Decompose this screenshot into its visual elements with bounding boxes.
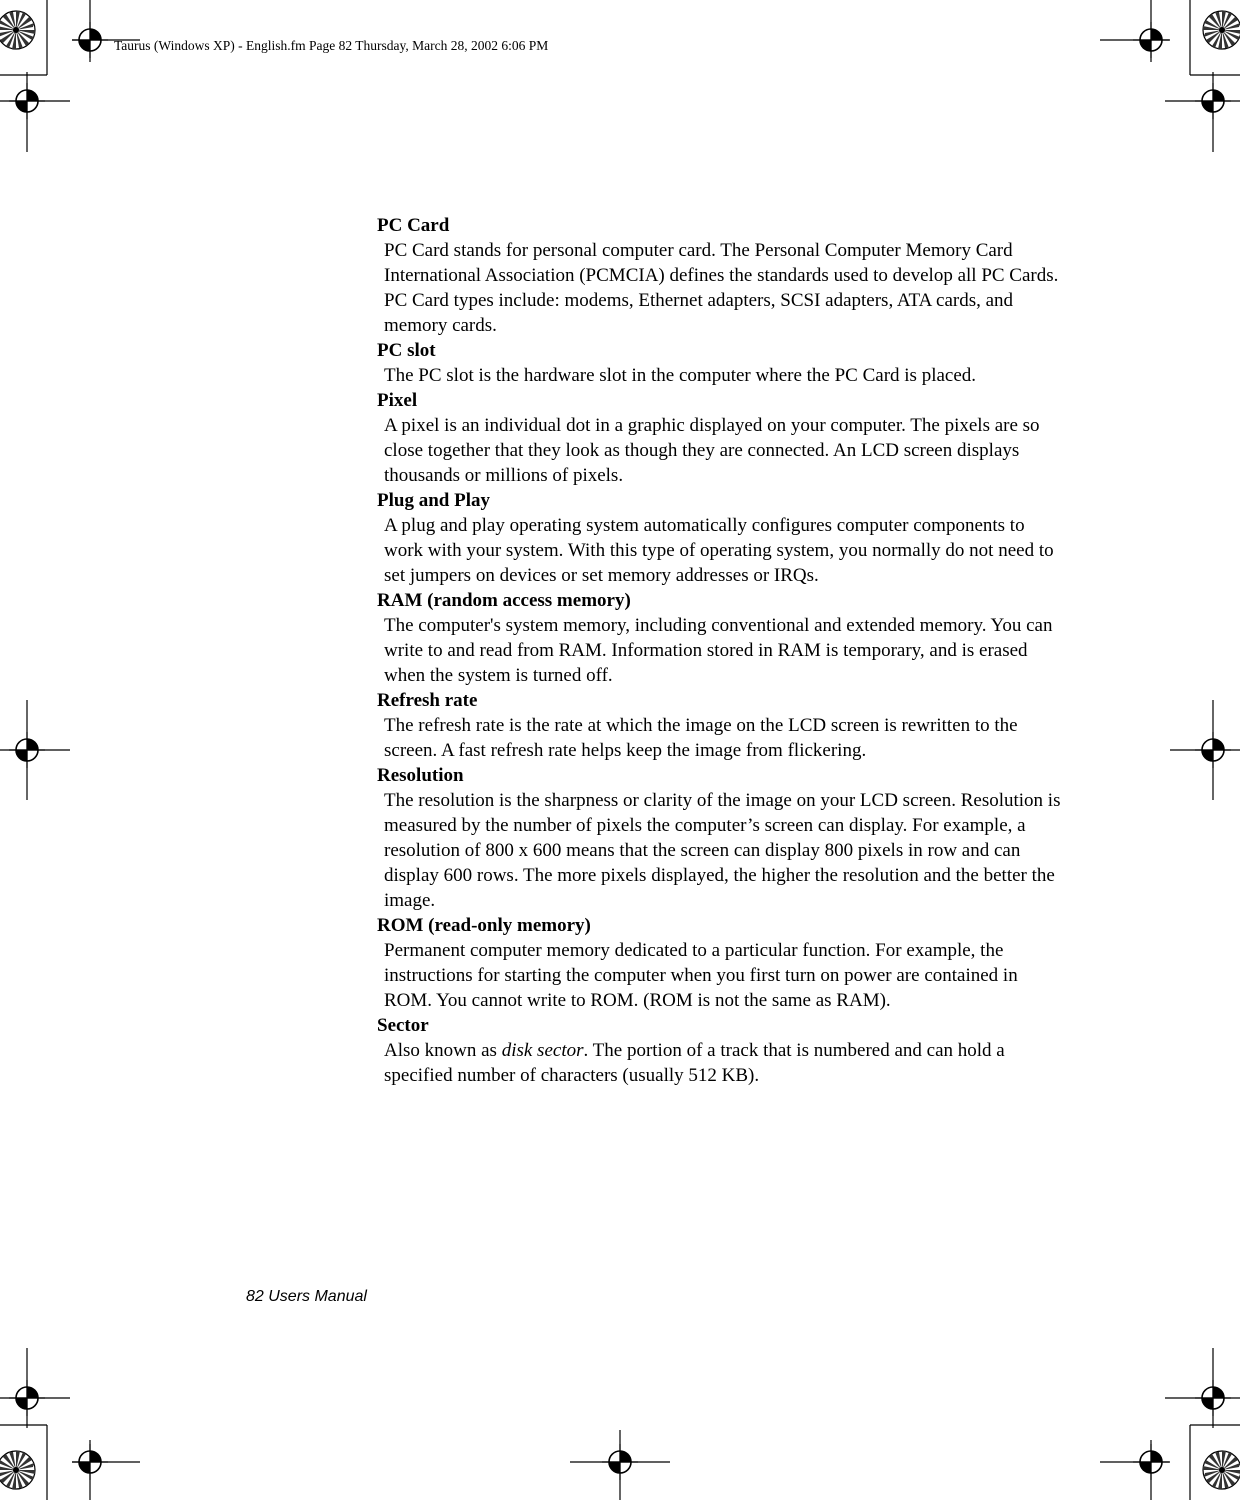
page-footer: 82 Users Manual bbox=[246, 1288, 367, 1305]
registration-mark-icon bbox=[9, 1380, 45, 1416]
glossary-term: PC Card bbox=[377, 215, 450, 236]
glossary-entry-rom bbox=[377, 913, 1067, 1013]
glossary-definition: The resolution is the sharpness or clarity of the image on your LCD screen. Resolution is measured by the number of pixels the computer’s screen can display. For example, a resolution of 800 x 600 means that the screen can display 800 pixels in row and can display 600 rows. The more pixels displayed, the higher the resolution and the better the image. bbox=[384, 790, 1061, 911]
star-target-icon bbox=[0, 1451, 35, 1489]
registration-mark-icon bbox=[72, 22, 108, 58]
glossary-definition: A pixel is an individual dot in a graphic displayed on your computer. The pixels are so close together that they look as though they are connected. An LCD screen displays thousands or millions of pixels. bbox=[384, 415, 1040, 486]
registration-mark-icon bbox=[72, 1444, 108, 1480]
glossary-entry-ram bbox=[377, 588, 1067, 688]
glossary-entry-pc-slot bbox=[377, 338, 1067, 388]
glossary-definition: PC Card stands for personal computer card. The Personal Computer Memory Card International Association (PCMCIA) defines the standards used to develop all PC Cards. PC Card types include: modems, Ethernet adapters, SCSI adapters, ATA cards, and memory cards. bbox=[384, 240, 1059, 336]
registration-mark-icon bbox=[1195, 83, 1231, 119]
registration-mark-icon bbox=[9, 83, 45, 119]
glossary bbox=[377, 213, 1067, 1088]
glossary-definition bbox=[384, 1038, 1067, 1088]
star-target-icon bbox=[0, 11, 35, 49]
registration-mark-icon bbox=[1133, 1444, 1169, 1480]
glossary-term: Plug and Play bbox=[377, 490, 490, 511]
registration-mark-icon bbox=[9, 732, 45, 768]
definition-emphasis: disk sector bbox=[501, 1040, 584, 1061]
glossary-term: ROM (read-only memory) bbox=[377, 915, 591, 936]
registration-mark-icon bbox=[602, 1444, 638, 1480]
star-target-icon bbox=[1203, 11, 1240, 49]
glossary-entry-refresh-rate bbox=[377, 688, 1067, 763]
glossary-entry-plug-and-play bbox=[377, 488, 1067, 588]
glossary-definition: A plug and play operating system automatically configures computer components to work with your system. With this type of operating system, you normally do not need to set jumpers on devices or set memory addresses or IRQs. bbox=[384, 515, 1054, 586]
glossary-term: Pixel bbox=[377, 390, 418, 411]
definition-text: . The portion of a track that is numbered and can hold a specified number of characters (usually 512 KB). bbox=[384, 1040, 1005, 1086]
glossary-term: Sector bbox=[377, 1015, 429, 1036]
glossary-definition: The refresh rate is the rate at which the image on the LCD screen is rewritten to the screen. A fast refresh rate helps keep the image from flickering. bbox=[384, 715, 1018, 761]
registration-mark-icon bbox=[1133, 22, 1169, 58]
glossary-term: Resolution bbox=[377, 765, 464, 786]
registration-mark-icon bbox=[1195, 732, 1231, 768]
glossary-entry-resolution bbox=[377, 763, 1067, 913]
star-target-icon bbox=[1203, 1451, 1240, 1489]
glossary-term: PC slot bbox=[377, 340, 436, 361]
glossary-entry-sector bbox=[377, 1013, 1067, 1088]
glossary-definition: The PC slot is the hardware slot in the computer where the PC Card is placed. bbox=[384, 365, 977, 386]
glossary-entry-pixel bbox=[377, 388, 1067, 488]
definition-text: Also known as bbox=[384, 1040, 502, 1061]
registration-mark-icon bbox=[1195, 1380, 1231, 1416]
glossary-entry-pc-card bbox=[377, 213, 1067, 338]
print-header: Taurus (Windows XP) - English.fm Page 82 Thursday, March 28, 2002 6:06 PM bbox=[114, 38, 549, 53]
glossary-definition: Permanent computer memory dedicated to a particular function. For example, the instructions for starting the computer when you first turn on power are contained in ROM. You cannot write to ROM. (ROM is not the same as RAM). bbox=[384, 940, 1018, 1011]
glossary-term: RAM (random access memory) bbox=[377, 590, 631, 611]
glossary-term: Refresh rate bbox=[377, 690, 478, 711]
glossary-definition: The computer's system memory, including conventional and extended memory. You can write to and read from RAM. Information stored in RAM is temporary, and is erased when the system is turned off. bbox=[384, 615, 1053, 686]
